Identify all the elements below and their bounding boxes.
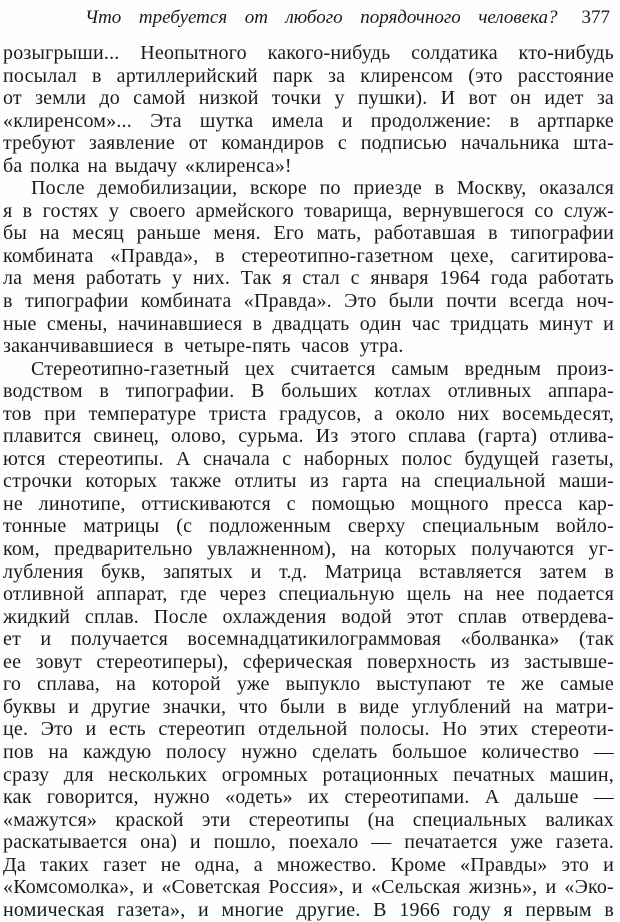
text-line: «клиренсом»... Эта шутка имела и продолжение: в артпарке (3, 109, 614, 132)
text-line: бы на месяц раньше меня. Его мать, работавшая в типографии (3, 222, 614, 245)
text-line: строчки которых также отлиты из гарта на специальной маши- (3, 470, 614, 493)
text-line: плавится свинец, олово, сурьма. Из этого сплава (гарта) отлива- (3, 425, 614, 448)
text-line: я в гостях у своего армейского товарища, вернувшегося со служ- (3, 199, 614, 222)
running-head-word: Что (85, 7, 122, 28)
page-number: 377 (581, 7, 610, 28)
text-line: буквы и другие значки, что были в виде углублений на матри- (3, 695, 614, 718)
text-line: ее зовут стереотиперы), сферическая поверхность из застывше- (3, 650, 614, 673)
text-line: тов при температуре триста градусов, а около них восемьдесят, (3, 402, 614, 425)
text-line: Стереотипно-газетный цех считается самым вредным произ- (31, 357, 614, 380)
running-head-word: порядочного (360, 7, 461, 28)
running-head-word: человека? (478, 7, 558, 28)
paragraph (3, 177, 614, 357)
text-line: сразу для нескольких огромных ротационных печатных машин, (3, 763, 614, 786)
text-line: «Комсомолка», и «Советская Россия», и «Сельская жизнь», и «Эко- (3, 876, 614, 899)
text-line: ет и получается восемнадцатикилограммовая «болванка» (так (3, 628, 614, 651)
text-line: ла меня работать у них. Так я стал с января 1964 года работать (3, 267, 614, 290)
text-line: ком, предварительно увлажненном), на которых получаются уг- (3, 538, 614, 561)
running-head-title (85, 7, 558, 29)
text-line: отливной аппарат, где через специальную щель на нее подается (3, 583, 614, 606)
text-line: лубления букв, запятых и т.д. Матрица вставляется затем в (3, 560, 614, 583)
text-line: Да таких газет не одна, а множество. Кроме «Правды» это и (3, 853, 614, 876)
text-line: раскатывается она) и пошло, поехало — печатается уже газета. (3, 831, 614, 854)
text-line: заканчивавшиеся в четыре-пять часов утра. (3, 335, 404, 358)
running-head (85, 7, 610, 29)
text-line: ба полка на выдачу «клиренса»! (3, 154, 292, 177)
text-line: не линотипе, оттискиваются с помощью мощного пресса кар- (3, 492, 614, 515)
page-body (3, 42, 614, 921)
text-line: требуют заявление от командиров с подписью начальника шта- (3, 132, 614, 155)
text-line: тонные матрицы (с подложенным сверху специальным войло- (3, 515, 614, 538)
text-line: «мажутся» краской эти стереотипы (на специальных валиках (3, 808, 614, 831)
text-line: пов на каждую полосу нужно сделать большое количество — (3, 740, 614, 763)
running-head-word: требуется (138, 7, 228, 28)
running-head-word: любого (285, 7, 343, 28)
paragraph (3, 358, 614, 922)
text-line: от земли до самой низкой точки у пушки). И вот он идет за (3, 87, 614, 110)
paragraph (3, 42, 614, 177)
text-line: водством в типографии. В больших котлах отливных аппара- (3, 380, 614, 403)
text-line: как говорится, нужно «одеть» их стереотипами. А дальше — (3, 786, 614, 809)
text-line: посылал в артиллерийский парк за клиренсом (это расстояние (3, 64, 614, 87)
running-head-word: от (244, 7, 268, 28)
text-line: розыгрыши... Неопытного какого-нибудь солдатика кто-нибудь (3, 42, 614, 64)
text-line: После демобилизации, вскоре по приезде в Москву, оказался (31, 177, 614, 200)
text-line: го сплава, на которой уже выпукло выступают те же самые (3, 673, 614, 696)
text-line: ные смены, начинавшиеся в двадцать один час тридцать минут и (3, 312, 614, 335)
text-line: це. Это и есть стереотип отдельной полосы. Но этих стереоти- (3, 718, 614, 741)
text-line: в типографии комбината «Правда». Это были почти всегда ноч- (3, 290, 614, 313)
text-line: комбината «Правда», в стереотипно-газетном цехе, сагитирова- (3, 244, 614, 267)
text-line: номическая газета», и многие другие. В 1966 году я первым в (3, 898, 614, 921)
text-line: ются стереотипы. А сначала с наборных полос будущей газеты, (3, 447, 614, 470)
text-line: жидкий сплав. После охлаждения водой этот сплав отвердева- (3, 605, 614, 628)
